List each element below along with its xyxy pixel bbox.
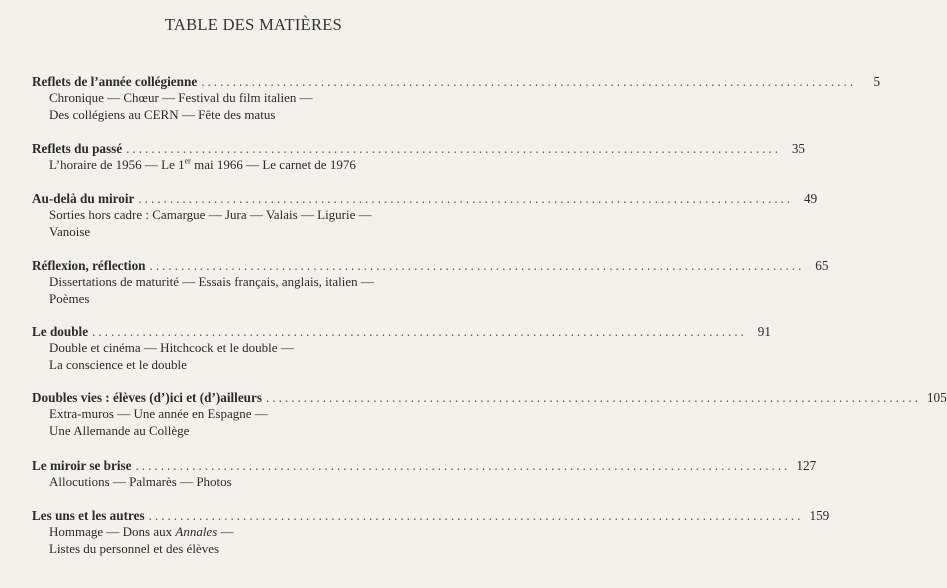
toc-heading: Au-delà du miroir <box>32 191 135 206</box>
toc-heading: Réflexion, réflection <box>32 258 146 273</box>
toc-heading: Reflets de l’année collégienne <box>32 74 198 89</box>
toc-subline: Poèmes <box>49 290 90 306</box>
toc-subline: Chronique — Chœur — Festival du film italien — <box>49 90 313 105</box>
page-number: 127 <box>796 458 817 473</box>
page-number: 105 <box>926 390 947 405</box>
page-title: TABLE DES MATIÈRES <box>164 15 343 34</box>
toc-subline: Des collégiens au CERN — Fête des matus <box>49 106 276 122</box>
toc-heading: Le miroir se brise <box>32 458 132 473</box>
toc-heading: Reflets du passé <box>32 141 123 156</box>
toc-entry-5[interactable] <box>32 324 771 373</box>
leader-dots: ........................................................................................................ <box>149 258 805 273</box>
toc-subline: Hommage — Dons aux Annales — <box>49 524 234 539</box>
leader-dots: ........................................................................................................ <box>201 74 857 89</box>
leader-dots: ........................................................................................................ <box>126 141 781 156</box>
toc-subline: La conscience et le double <box>49 356 187 372</box>
page-number: 91 <box>757 324 771 339</box>
page-number: 49 <box>804 191 818 206</box>
leader-dots: ........................................................................................................ <box>266 390 921 405</box>
page-number: 5 <box>873 74 881 89</box>
toc-entry-4[interactable] <box>32 258 829 307</box>
toc-subline: Une Allemande au Collège <box>49 422 190 438</box>
toc-heading: Les uns et les autres <box>32 508 145 523</box>
toc-subline: Extra-muros — Une année en Espagne — <box>49 406 268 421</box>
page-number: 35 <box>791 141 805 156</box>
toc-entry-7[interactable] <box>32 458 817 491</box>
leader-dots: ........................................................................................................ <box>135 458 791 473</box>
toc-subline: Allocutions — Palmarès — Photos <box>49 474 232 489</box>
toc-subline: Vanoise <box>49 223 91 239</box>
toc-entry-6[interactable] <box>32 390 947 439</box>
toc-heading: Le double <box>32 324 89 339</box>
toc-entry-1[interactable] <box>32 74 881 123</box>
toc-entry-2[interactable] <box>32 141 805 174</box>
page-number: 159 <box>809 508 830 523</box>
page-number: 65 <box>815 258 829 273</box>
leader-dots: ........................................................................................................ <box>148 508 804 523</box>
toc-subline: Double et cinéma — Hitchcock et le double — <box>49 340 294 355</box>
leader-dots: ........................................................................................................ <box>138 191 794 206</box>
toc-subline: L’horaire de 1956 — Le 1er mai 1966 — Le carnet de 1976 <box>49 156 356 172</box>
toc-subline: Dissertations de maturité — Essais français, anglais, italien — <box>49 274 374 289</box>
toc-heading: Doubles vies : élèves (d’)ici et (d’)ailleurs <box>32 390 263 405</box>
toc-subline: Sorties hors cadre : Camargue — Jura — Valais — Ligurie — <box>49 207 372 222</box>
toc-entry-3[interactable] <box>32 191 818 240</box>
toc-subline: Listes du personnel et des élèves <box>49 540 220 556</box>
toc-entry-8[interactable] <box>32 508 830 557</box>
leader-dots: ........................................................................................................ <box>92 324 747 339</box>
